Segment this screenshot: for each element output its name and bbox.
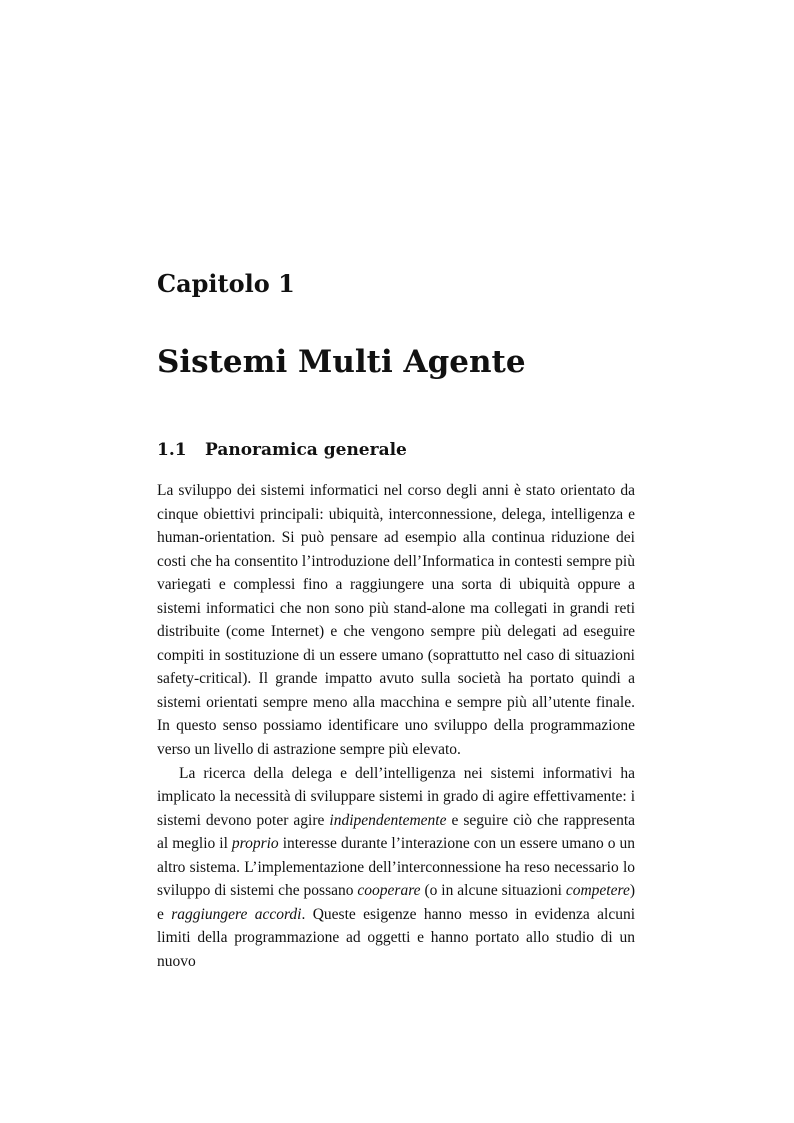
emphasis: raggiungere accordi [171, 905, 302, 923]
chapter-label: Capitolo 1 [157, 269, 295, 298]
text-run: ) e [157, 882, 635, 923]
paragraph-1: La sviluppo dei sistemi informatici nel corso degli anni è stato orientato da cinque obiettivi principali: ubiquità, interconnessione, delega, intelligenza e human-orientation. Si può pensare ad esempio alla continua riduzione dei costi che ha consentito l’introduzione dell’Informatica in contesti sempre più variegati e complessi fino a raggiungere una sorta di ubiquità oppure a sistemi informatici che non sono più stand-alone ma collegati in grandi reti distribuite (come Internet) e che vengono sempre più delegati ad eseguire compiti in sostituzione di un essere umano (soprattutto nel caso di situazioni safety-critical). Il grande impatto avuto sulla società ha portato quindi a sistemi orientati sempre meno alla macchina e sempre più all’utente finale. In questo senso possiamo identificare uno sviluppo della programmazione verso un livello di astrazione sempre più elevato. [157, 482, 635, 759]
emphasis: indipendentemente [329, 811, 447, 829]
chapter-title: Sistemi Multi Agente [157, 344, 526, 380]
paragraph-2 [157, 762, 635, 974]
emphasis: competere [565, 882, 630, 900]
section-number: 1.1 [157, 440, 187, 460]
text-run: interesse durante l’interazione con un essere umano o un altro sistema. L’implementazione dell’interconnessione ha reso necessario lo sviluppo di sistemi che possano [157, 835, 635, 900]
body-text [157, 479, 635, 973]
text-run: . Queste esigenze hanno messo in evidenza alcuni limiti della programmazione ad oggetti e hanno portato allo studio di un nuovo [157, 905, 635, 970]
text-run: e seguire ciò che rappresenta al meglio il [157, 811, 636, 853]
text-run: (o in alcune situazioni [420, 882, 566, 900]
emphasis: cooperare [357, 882, 421, 900]
section-title: Panoramica generale [205, 440, 407, 460]
text-run: La ricerca della delega e dell’intelligenza nei sistemi informativi ha implicato la necessità di sviluppare sistemi in grado di agire effettivamente: i sistemi devono poter agire [157, 764, 635, 829]
section-heading [157, 438, 407, 462]
emphasis: proprio [231, 835, 279, 853]
